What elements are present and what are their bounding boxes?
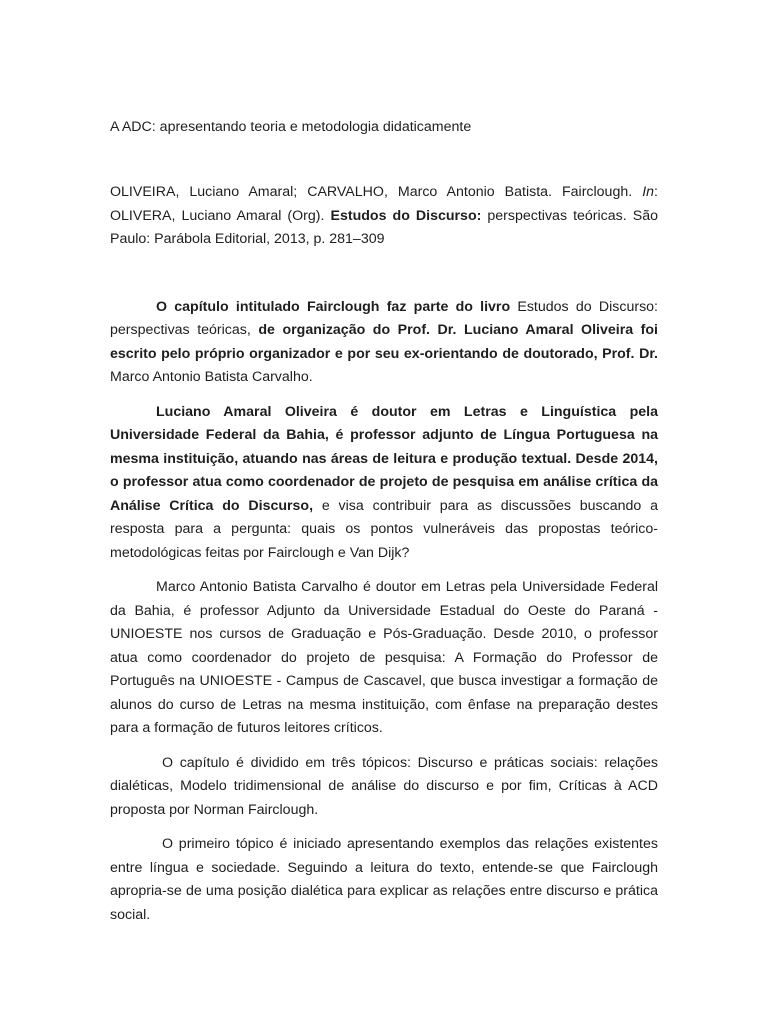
paragraph-bold-text: de organização do Prof. Dr. Luciano Amaral Oliveira foi escrito pelo próprio organizador e por seu ex-orientando de doutorado, Prof. Dr.: [110, 322, 658, 362]
paragraph-author-carvalho: [110, 576, 658, 741]
reference-book-title: Estudos do Discurso:: [330, 207, 482, 224]
paragraph-text: e visa contribuir para as discussões buscando a resposta para a pergunta: quais os pontos vulneráveis das propostas teórico-metodológicas feitas por Fairclough e Van Dijk?: [110, 497, 658, 561]
paragraph-text: Marco Antonio Batista Carvalho é doutor em Letras pela Universidade Federal da Bahia, é professor Adjunto da Universidade Estadual do Oeste do Paraná - UNIOESTE nos cursos de Graduação e Pós-Graduação. Desde 2010, o professor atua como coordenador do projeto de pesquisa: A Formação do Professor de Português na UNIOESTE - Campus de Cascavel, que busca investigar a formação de alunos do curso de Letras na mesma instituição, com ênfase na preparação destes para a formação de futuros leitores críticos.: [110, 579, 658, 736]
reference-subtitle: perspectivas teóricas. São Paulo: Parábola Editorial, 2013, p. 281–309: [110, 207, 658, 247]
bibliographic-reference: [110, 181, 658, 252]
paragraph-text: Marco Antonio Batista Carvalho.: [110, 369, 313, 385]
paragraph-bold-text: O capítulo intitulado Fairclough faz parte do livro: [156, 298, 511, 315]
document-title: A ADC: apresentando teoria e metodologia didaticamente: [110, 119, 472, 135]
paragraph-bold-text: Luciano Amaral Oliveira é doutor em Letras e Linguística pela Universidade Federal da Bahia, é professor adjunto de Língua Portuguesa na mesma instituição, atuando nas áreas de leitura e produção textual. Desde 2014, o professor atua como coordenador de projeto de pesquisa em análise crítica da Análise Crítica do Discurso,: [110, 403, 658, 514]
paragraph-first-topic: [110, 833, 658, 927]
reference-in-colon: :: [654, 184, 658, 200]
reference-editor: OLIVERA, Luciano Amaral (Org).: [110, 207, 325, 224]
paragraph-author-oliveira: [110, 401, 658, 566]
document-page: [110, 116, 658, 938]
reference-authors: OLIVEIRA, Luciano Amaral; CARVALHO, Marco Antonio Batista. Fairclough.: [110, 184, 633, 200]
reference-in-label: In: [642, 184, 655, 200]
paragraph-text: O primeiro tópico é iniciado apresentando exemplos das relações existentes entre língua e sociedade. Seguindo a leitura do texto, entende-se que Fairclough apropria-se de uma posição dialética para explicar as relações entre discurso e prática social.: [110, 836, 658, 923]
paragraph-text: Estudos do Discurso: perspectivas teóricas,: [110, 298, 659, 338]
paragraph-text: O capítulo é dividido em três tópicos: Discurso e práticas sociais: relações dialéticas, Modelo tridimensional de análise do discurso e por fim, Críticas à ACD proposta por Norman Fairclough.: [110, 754, 658, 818]
paragraph-chapter-topics: [110, 752, 658, 823]
paragraph-chapter-intro: [110, 296, 658, 390]
